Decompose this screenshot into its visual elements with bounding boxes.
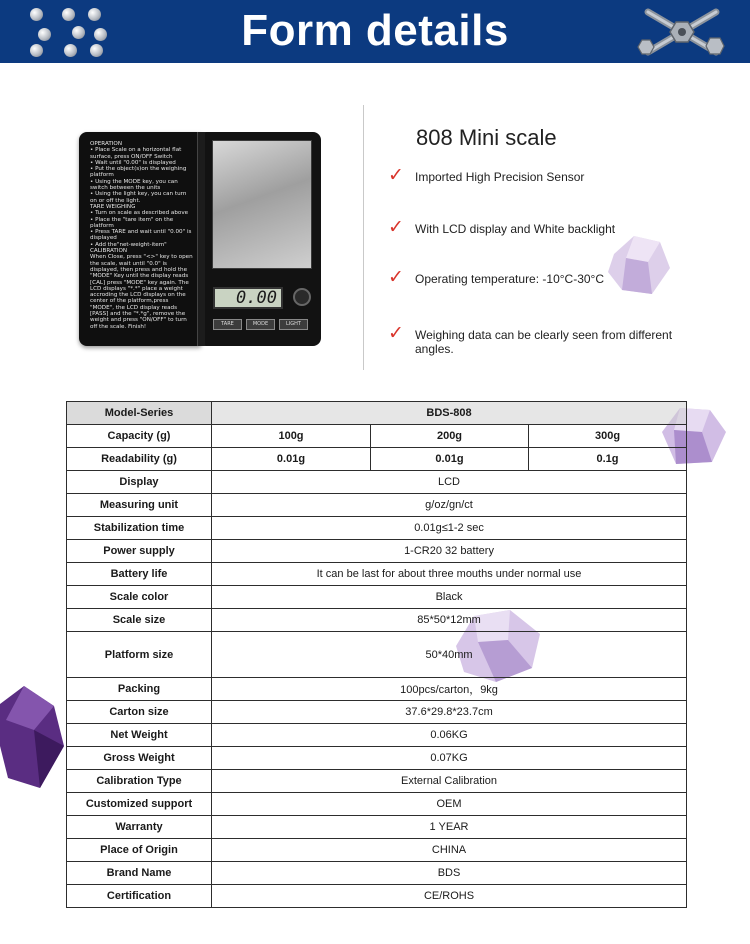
tare-key: TARE	[213, 319, 242, 330]
lid-instructions: OPERATION • Place Scale on a horizontal flat surface, press ON/OFF Switch • Wait until "0.00" is displayed • Put the object(s)on the weighing platform • Using the MODE key, you can switch between the units • Using the light key, you can turn on or off the light. TARE WEIGHING • Turn on scale as described above • Place the "tare item" on the platform • Press TARE and wait until "0.00" is displayed • Add the"net-weight-item" CALIBRATION When Close, press "<>" key to open the scale, wait until "0.0" is displayed, then press and hold the "MODE" Key until the display reads [CAL] press "MODE" key again. The LCD displays "*.*" place a weight accroding the LCD displays on the center of the platform,press "MODE", the LCD display reads [PASS] and the "*.*g", remove the weight and press "ON/OFF" to turn off the scale. Finish!	[90, 141, 193, 330]
table-value-cell: g/oz/gn/ct	[212, 494, 687, 517]
table-label-cell: Power supply	[67, 540, 212, 563]
table-label-cell: Packing	[67, 678, 212, 701]
table-row	[67, 494, 687, 517]
table-row	[67, 540, 687, 563]
table-row	[67, 632, 687, 678]
table-label-cell: Capacity (g)	[67, 425, 212, 448]
table-value-cell: 85*50*12mm	[212, 609, 687, 632]
table-value-cell: CHINA	[212, 839, 687, 862]
table-row	[67, 793, 687, 816]
spec-table	[66, 401, 687, 908]
table-label-cell: Measuring unit	[67, 494, 212, 517]
lcd-display: 0.00	[213, 287, 283, 309]
bolts-nuts-icon	[636, 4, 728, 60]
table-value-cell: 50*40mm	[212, 632, 687, 678]
table-label-cell: Display	[67, 471, 212, 494]
table-value-cell: 0.1g	[529, 448, 687, 471]
table-value-cell: 100pcs/carton，9kg	[212, 678, 687, 701]
light-key: LIGHT	[279, 319, 308, 330]
table-value-cell: External Calibration	[212, 770, 687, 793]
product-title: 808 Mini scale	[416, 125, 557, 150]
table-label-cell: Platform size	[67, 632, 212, 678]
feature-text: Weighing data can be clearly seen from different angles.	[415, 328, 673, 356]
table-row	[67, 517, 687, 540]
table-row	[67, 448, 687, 471]
table-value-cell: 0.07KG	[212, 747, 687, 770]
scale-body	[205, 132, 321, 346]
table-value-cell: 100g	[212, 425, 371, 448]
table-value-cell: OEM	[212, 793, 687, 816]
page-title: Form details	[241, 6, 509, 55]
table-value-cell: 0.01g	[371, 448, 529, 471]
header-banner	[0, 0, 750, 63]
scale-lid	[79, 132, 201, 346]
model-value-cell: BDS-808	[212, 402, 687, 425]
mode-key: MODE	[246, 319, 275, 330]
table-value-cell: 1 YEAR	[212, 816, 687, 839]
red-check-icon: ✓	[388, 266, 404, 288]
table-row	[67, 816, 687, 839]
table-row	[67, 862, 687, 885]
table-row	[67, 839, 687, 862]
table-row	[67, 724, 687, 747]
table-label-cell: Model-Series	[67, 402, 212, 425]
feature-text: With LCD display and White backlight	[415, 222, 616, 236]
table-label-cell: Scale color	[67, 586, 212, 609]
table-value-cell: BDS	[212, 862, 687, 885]
table-label-cell: Stabilization time	[67, 517, 212, 540]
red-check-icon: ✓	[388, 164, 404, 186]
table-value-cell: 200g	[371, 425, 529, 448]
table-row	[67, 701, 687, 724]
table-value-cell: It can be last for about three mouths under normal use	[212, 563, 687, 586]
table-row	[67, 471, 687, 494]
table-value-cell: LCD	[212, 471, 687, 494]
table-label-cell: Net Weight	[67, 724, 212, 747]
table-row	[67, 885, 687, 908]
table-row	[67, 563, 687, 586]
power-button	[293, 288, 311, 306]
table-label-cell: Gross Weight	[67, 747, 212, 770]
table-value-cell: 0.01g	[212, 448, 371, 471]
table-row	[67, 425, 687, 448]
table-row	[67, 747, 687, 770]
weighing-platform	[212, 140, 312, 269]
table-label-cell: Battery life	[67, 563, 212, 586]
table-value-cell: Black	[212, 586, 687, 609]
table-label-cell: Certification	[67, 885, 212, 908]
table-label-cell: Place of Origin	[67, 839, 212, 862]
table-header-row	[67, 402, 687, 425]
product-image	[79, 132, 321, 346]
table-value-cell: 0.06KG	[212, 724, 687, 747]
feature-text: Operating temperature: -10°C-30°C	[415, 272, 605, 286]
table-value-cell: 0.01g≤1-2 sec	[212, 517, 687, 540]
table-label-cell: Customized support	[67, 793, 212, 816]
red-check-icon: ✓	[388, 322, 404, 344]
table-row	[67, 609, 687, 632]
table-value-cell: 37.6*29.8*23.7cm	[212, 701, 687, 724]
table-row	[67, 770, 687, 793]
table-value-cell: 300g	[529, 425, 687, 448]
table-label-cell: Calibration Type	[67, 770, 212, 793]
red-check-icon: ✓	[388, 216, 404, 238]
vertical-divider	[363, 105, 364, 370]
amethyst-crystal-image	[604, 232, 674, 302]
table-value-cell: 1-CR20 32 battery	[212, 540, 687, 563]
feature-text: Imported High Precision Sensor	[415, 170, 585, 184]
table-label-cell: Carton size	[67, 701, 212, 724]
table-value-cell: CE/ROHS	[212, 885, 687, 908]
table-label-cell: Scale size	[67, 609, 212, 632]
table-label-cell: Warranty	[67, 816, 212, 839]
table-label-cell: Readability (g)	[67, 448, 212, 471]
table-row	[67, 586, 687, 609]
table-row	[67, 678, 687, 701]
amethyst-crystal-image	[0, 686, 66, 790]
table-label-cell: Brand Name	[67, 862, 212, 885]
